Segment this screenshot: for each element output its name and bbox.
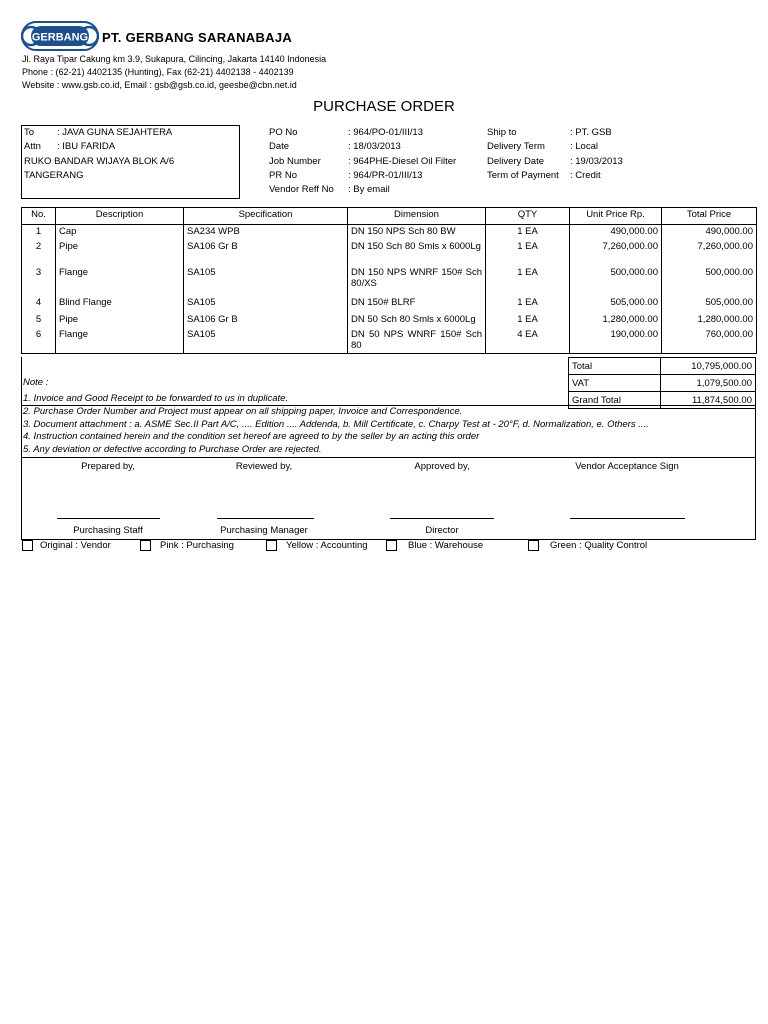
col-qty: QTY <box>486 208 570 225</box>
item-qty: 1 EA <box>486 266 570 296</box>
table-row <box>22 225 757 240</box>
item-spec: SA234 WPB <box>184 225 348 240</box>
pr-no-value: : 964/PR-01/III/13 <box>348 170 423 181</box>
yellow-accounting-checkbox[interactable] <box>266 540 277 551</box>
company-website: Website : www.gsb.co.id, Email : gsb@gsb.co.id, geesbe@cbn.net.id <box>22 80 297 90</box>
note-heading: Note : <box>23 377 49 388</box>
job-number-value: : 964PHE-Diesel Oil Filter <box>348 156 457 167</box>
item-total-price: 760,000.00 <box>662 328 757 354</box>
payment-term-value: : Credit <box>570 170 601 181</box>
total-row <box>569 358 756 375</box>
item-spec: SA105 <box>184 296 348 313</box>
item-dimension: DN 150 Sch 80 Smls x 6000Lg <box>348 240 486 266</box>
green-quality-label: Green : Quality Control <box>550 540 648 551</box>
blue-warehouse-label: Blue : Warehouse <box>408 540 484 551</box>
item-qty: 1 EA <box>486 296 570 313</box>
items-header-row <box>22 208 757 225</box>
note-line-5: 5. Any deviation or defective according to Purchase Order are rejected. <box>23 444 322 455</box>
totals-table <box>568 357 756 409</box>
table-row <box>22 296 757 313</box>
company-phone: Phone : (62-21) 4402135 (Hunting), Fax (62-21) 4402138 - 4402139 <box>22 67 294 77</box>
po-no-value: : 964/PO-01/III/13 <box>348 127 423 138</box>
ship-to-value: : PT. GSB <box>570 127 612 138</box>
item-description: Pipe <box>56 313 184 328</box>
signature-line-manager <box>217 518 314 519</box>
purchasing-manager-label: Purchasing Manager <box>220 525 308 536</box>
vat-value: 1,079,500.00 <box>661 375 756 392</box>
item-spec: SA106 Gr B <box>184 313 348 328</box>
item-total-price: 500,000.00 <box>662 266 757 296</box>
date-label: Date <box>269 141 290 152</box>
delivery-term-value: : Local <box>570 141 598 152</box>
pink-purchasing-label: Pink : Purchasing <box>160 540 234 551</box>
company-name: PT. GERBANG SARANABAJA <box>102 30 293 45</box>
table-row <box>22 266 757 296</box>
item-spec: SA106 Gr B <box>184 240 348 266</box>
company-address: Jl. Raya Tipar Cakung km 3.9, Sukapura, Cilincing, Jakarta 14140 Indonesia <box>22 54 327 64</box>
item-dimension: DN 50 NPS WNRF 150# Sch 80 <box>348 328 486 354</box>
item-spec: SA105 <box>184 266 348 296</box>
item-dimension: DN 150 NPS Sch 80 BW <box>348 225 486 240</box>
director-label: Director <box>425 525 459 536</box>
table-row <box>22 240 757 266</box>
attn-label: Attn <box>24 141 41 152</box>
item-total-price: 7,260,000.00 <box>662 240 757 266</box>
item-dimension: DN 50 Sch 80 Smls x 6000Lg <box>348 313 486 328</box>
delivery-date-value: : 19/03/2013 <box>570 156 623 167</box>
delivery-term-label: Delivery Term <box>487 141 545 152</box>
item-qty: 1 EA <box>486 313 570 328</box>
item-unit-price: 190,000.00 <box>570 328 662 354</box>
signature-line-staff <box>57 518 160 519</box>
delivery-date-label: Delivery Date <box>487 156 545 167</box>
item-description: Pipe <box>56 240 184 266</box>
item-description: Cap <box>56 225 184 240</box>
logo-text: GERBANG <box>31 31 89 44</box>
item-qty: 1 EA <box>486 225 570 240</box>
note-line-1: 1. Invoice and Good Receipt to be forwarded to us in duplicate. <box>23 393 289 404</box>
item-total-price: 490,000.00 <box>662 225 757 240</box>
job-number-label: Job Number <box>269 156 321 167</box>
col-no: No. <box>22 208 56 225</box>
item-total-price: 505,000.00 <box>662 296 757 313</box>
col-description: Description <box>56 208 184 225</box>
col-unit-price: Unit Price Rp. <box>570 208 662 225</box>
vat-label: VAT <box>569 375 661 392</box>
pink-purchasing-checkbox[interactable] <box>140 540 151 551</box>
signature-line-vendor <box>570 518 685 519</box>
item-unit-price: 7,260,000.00 <box>570 240 662 266</box>
item-no: 5 <box>22 313 56 328</box>
item-description: Flange <box>56 328 184 354</box>
items-table <box>21 207 757 354</box>
ship-to-label: Ship to <box>487 127 517 138</box>
item-no: 4 <box>22 296 56 313</box>
item-unit-price: 500,000.00 <box>570 266 662 296</box>
prepared-by-label: Prepared by, <box>81 461 135 472</box>
vendor-reff-label: Vendor Reff No <box>269 184 334 195</box>
item-spec: SA105 <box>184 328 348 354</box>
item-no: 3 <box>22 266 56 296</box>
page-title: PURCHASE ORDER <box>313 98 455 115</box>
item-no: 6 <box>22 328 56 354</box>
recipient-address-line1: RUKO BANDAR WIJAYA BLOK A/6 <box>24 156 175 167</box>
col-total-price: Total Price <box>662 208 757 225</box>
item-unit-price: 1,280,000.00 <box>570 313 662 328</box>
attn-value: : IBU FARIDA <box>57 141 116 152</box>
date-value: : 18/03/2013 <box>348 141 401 152</box>
total-label: Total <box>569 358 661 375</box>
approved-by-label: Approved by, <box>414 461 470 472</box>
grand-total-value: 11,874,500.00 <box>661 392 756 409</box>
note-line-2: 2. Purchase Order Number and Project must appear on all shipping paper, Invoice and Correspondence. <box>23 406 463 417</box>
table-row <box>22 328 757 354</box>
item-description: Blind Flange <box>56 296 184 313</box>
green-quality-checkbox[interactable] <box>528 540 539 551</box>
original-vendor-label: Original : Vendor <box>40 540 111 551</box>
item-no: 2 <box>22 240 56 266</box>
signature-line-director <box>390 518 494 519</box>
blue-warehouse-checkbox[interactable] <box>386 540 397 551</box>
total-value: 10,795,000.00 <box>661 358 756 375</box>
item-unit-price: 505,000.00 <box>570 296 662 313</box>
item-unit-price: 490,000.00 <box>570 225 662 240</box>
item-description: Flange <box>56 266 184 296</box>
vendor-reff-value: : By email <box>348 184 390 195</box>
vat-row <box>569 375 756 392</box>
item-total-price: 1,280,000.00 <box>662 313 757 328</box>
grand-total-label: Grand Total <box>569 392 661 409</box>
item-dimension: DN 150# BLRF <box>348 296 486 313</box>
notes-right-border <box>755 405 756 540</box>
payment-term-label: Term of Payment <box>487 170 559 181</box>
to-label: To <box>24 127 35 138</box>
item-no: 1 <box>22 225 56 240</box>
yellow-accounting-label: Yellow : Accounting <box>286 540 368 551</box>
col-specification: Specification <box>184 208 348 225</box>
purchasing-staff-label: Purchasing Staff <box>73 525 143 536</box>
note-line-4: 4. Instruction contained herein and the condition set hereof are agreed to by the seller by an acting this order <box>23 431 480 442</box>
table-row <box>22 313 757 328</box>
notes-left-border <box>21 357 22 540</box>
company-logo <box>21 21 99 51</box>
reviewed-by-label: Reviewed by, <box>235 461 293 472</box>
note-line-3: 3. Document attachment : a. ASME Sec.II Part A/C, .... Edition .... Addenda, b. Mill Certificate, c. Charpy Test at - 20°F, d. Normalization, e. Others .... <box>23 419 649 430</box>
po-no-label: PO No <box>269 127 298 138</box>
to-value: : JAVA GUNA SEJAHTERA <box>57 127 173 138</box>
signature-top-rule <box>21 457 756 458</box>
col-dimension: Dimension <box>348 208 486 225</box>
vendor-acceptance-label: Vendor Acceptance Sign <box>575 461 679 472</box>
item-dimension: DN 150 NPS WNRF 150# Sch 80/XS <box>348 266 486 296</box>
pr-no-label: PR No <box>269 170 297 181</box>
recipient-address-line2: TANGERANG <box>24 170 84 181</box>
item-qty: 4 EA <box>486 328 570 354</box>
item-qty: 1 EA <box>486 240 570 266</box>
original-vendor-checkbox[interactable] <box>22 540 33 551</box>
